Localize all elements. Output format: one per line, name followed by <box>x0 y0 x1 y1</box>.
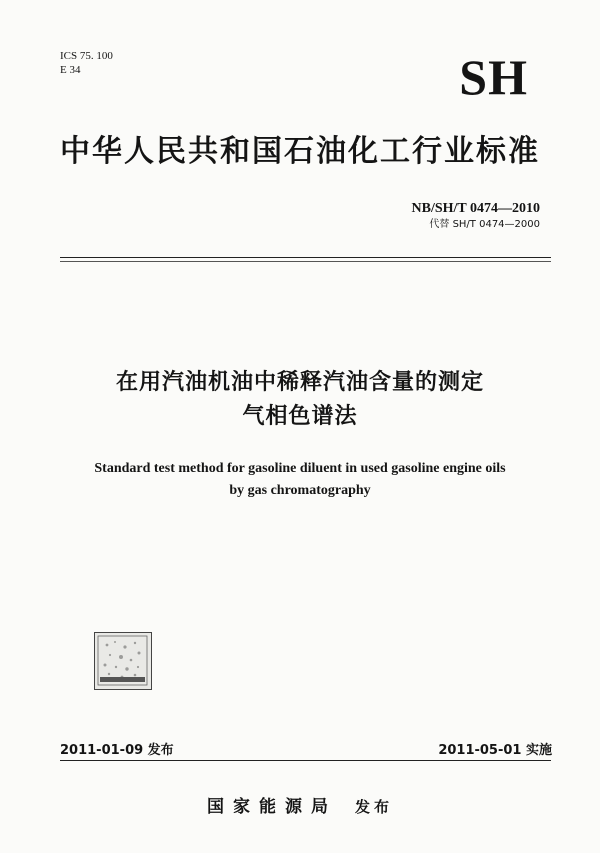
sh-logo: SH <box>459 49 528 105</box>
issuer-line <box>0 792 600 817</box>
english-title-line1: Standard test method for gasoline diluent in used gasoline engine oils <box>94 461 506 476</box>
chinese-title-line2: 气相色谱法 <box>242 404 358 429</box>
standard-category-title: 中华人民共和国石油化工行业标准 <box>60 134 540 169</box>
ics-code <box>60 49 113 77</box>
chinese-title-line1: 在用汽油机油中稀释汽油含量的测定 <box>115 370 484 395</box>
chinese-title <box>0 366 600 434</box>
replaces-standard: 代替 SH/T 0474—2000 <box>429 219 540 230</box>
english-title <box>0 458 600 502</box>
top-divider-thin <box>60 261 551 262</box>
top-divider <box>60 257 551 258</box>
stamp-seal <box>94 632 152 690</box>
stamp-seal-icon <box>95 633 150 688</box>
english-title-line2: by gas chromatography <box>229 483 371 498</box>
category-code: E 34 <box>60 64 81 76</box>
ics-number: ICS 75. 100 <box>60 50 113 62</box>
issuing-authority: 国家能源局 <box>206 797 337 817</box>
standard-number: NB/SH/T 0474—2010 <box>411 201 540 216</box>
issue-date: 2011-01-09 发布 <box>60 743 174 758</box>
implementation-date: 2011-05-01 实施 <box>438 743 552 758</box>
bottom-divider <box>60 760 551 761</box>
issue-action: 发布 <box>354 798 393 816</box>
